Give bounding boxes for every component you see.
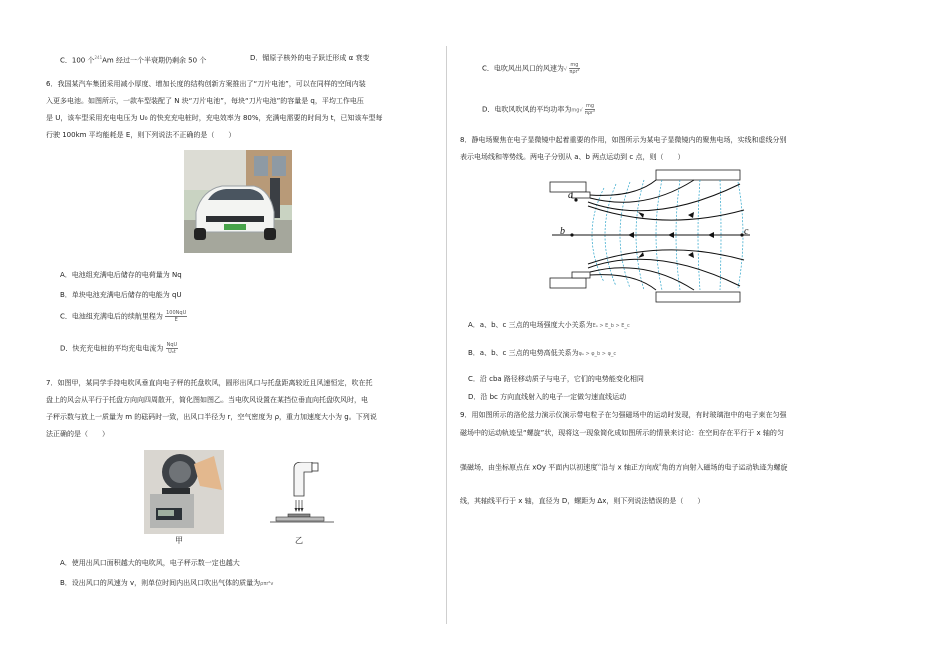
q9-line-2: 磁场中的运动轨迹呈“螺旋”状，现将这一现象简化成如图所示的情景来讨论：在空间存在平行于 x 轴的匀 [460, 429, 784, 437]
fraction: $\frac{\text{100NqU}}{E}$ [166, 310, 187, 323]
q9-line-4: 线，其轴线平行于 x 轴，直径为 D，螺距为 Δx，则下列说法错误的是（ ） [460, 497, 705, 505]
q7-stem-line: 子秤示数与放上一质量为 m 的砝码时一致，出风口半径为 r，空气密度为 ρ，重力加速度大小为 g。下列说 [46, 413, 377, 421]
q9-line-3: 强磁场，由坐标原点在 xOy 平面内以初速度$^{v_0}$沿与 x 轴正方向成$^\alpha$角的方向射入磁场的电子运动轨迹为螺旋 [460, 462, 788, 472]
figure-label-jia: 甲 [175, 536, 183, 545]
q7-stem [46, 375, 442, 443]
q6-stem-line: 行驶 100km 平均能耗是 E，则下列说法不正确的是（ ） [46, 131, 236, 139]
q6-option-c: C．电池组充满电后的续航里程为 $\frac{\text{100NqU}}{E}$ [60, 310, 187, 323]
q5-option-d: D．镅原子核外的电子跃迁形成 α 衰变 [250, 54, 370, 62]
point-b-label: b [560, 226, 565, 237]
q6-stem-line: 入更多电池。如图所示，一款车型装配了 N 块“刀片电池”，每块“刀片电池”的容量是 q，平均工作电压 [46, 97, 364, 105]
q7-option-c: C．电吹风出风口的风速为√ $\frac{mg}{\text{πρr²}}$ [482, 62, 580, 75]
q7-option-b: B．设出风口的风速为 v，则单位时间内出风口吹出气体的质量为ρπr²v [60, 579, 274, 587]
electric-field-diagram [544, 168, 754, 304]
point-c-label: c [744, 226, 749, 237]
q7-option-a: A．使用出风口面积越大的电吹风，电子秤示数一定也越大 [60, 559, 240, 567]
fraction: $\frac{mg}{\text{πρr²}}$ [569, 62, 580, 75]
fraction: $\frac{mg}{\text{πρr²}}$ [584, 103, 596, 116]
q9-line-1: 9．用如图所示的洛伦兹力演示仪演示带电粒子在匀强磁场中的运动时发现，有时玻璃泡中的电子束在匀强 [460, 411, 787, 419]
q8-option-c: C．沿 cba 路径移动质子与电子，它们的电势能变化相同 [468, 375, 644, 383]
q6-stem-line: 是 U，该车型采用充电电压为 U₀ 的快充充电桩时，充电效率为 80%，充满电需要的时间为 t，已知该车型每 [46, 114, 383, 122]
q7-option-d: D．电吹风吹风的平均功率为mg√ $\frac{mg}{\text{πρr²}}$ [482, 103, 596, 116]
q7-stem-line: 7．如图甲，某同学手持电吹风垂直向电子秤的托盘吹风，圆形出风口与托盘距离较近且风速恒定，吹在托 [46, 379, 373, 387]
q8-option-a: A．a、b、c 三点的电场强度大小关系为Eₐ > E_b > E_c [468, 321, 630, 329]
hair-dryer-photo [144, 450, 224, 534]
q8-stem-line: 8．静电场聚焦在电子显微镜中起着重要的作用，如图所示为某电子显微镜内的聚焦电场，实线和虚线分别 [460, 136, 787, 144]
q7-stem-line: 法正确的是（ ） [46, 430, 109, 438]
q8-stem [460, 132, 910, 166]
fraction: $\frac{\text{NqU}}{\text{U₀t}}$ [166, 342, 178, 355]
airflow-diagram [270, 462, 338, 534]
q6-option-a: A．电池组充满电后储存的电荷量为 Nq [60, 271, 182, 279]
figure-label-yi: 乙 [295, 536, 303, 545]
q8-stem-line: 表示电场线和等势线。两电子分别从 a、b 两点运动到 c 点，则（ ） [460, 153, 685, 161]
q6-stem [46, 76, 442, 144]
q6-option-b: B．单块电池充满电后储存的电能为 qU [60, 291, 182, 299]
q7-stem-line: 盘上的风会从平行于托盘方向向四周散开，简化图如图乙。当电吹风设置在某挡位垂直向托盘吹风时，电 [46, 396, 368, 404]
q6-option-d: D．快充充电桩的平均充电电流为 $\frac{\text{NqU}}{\text{U₀t}}$ [60, 342, 178, 355]
point-a-label: a [568, 190, 573, 201]
q8-option-b: B．a、b、c 三点的电势高低关系为φₐ > φ_b > φ_c [468, 349, 617, 357]
q5-option-c: C．100 个$^{241}$Am 经过一个半衰期仍剩余 50 个 [60, 55, 207, 65]
column-divider [446, 46, 447, 624]
q6-stem-line: 6．我国某汽车集团采用减小厚度、增加长度的结构创新方案推出了“刀片电池”，可以在同样的空间内装 [46, 80, 366, 88]
car-charging-photo [184, 150, 292, 253]
q8-option-d: D．沿 bc 方向直线射入的电子一定做匀速直线运动 [468, 393, 627, 401]
